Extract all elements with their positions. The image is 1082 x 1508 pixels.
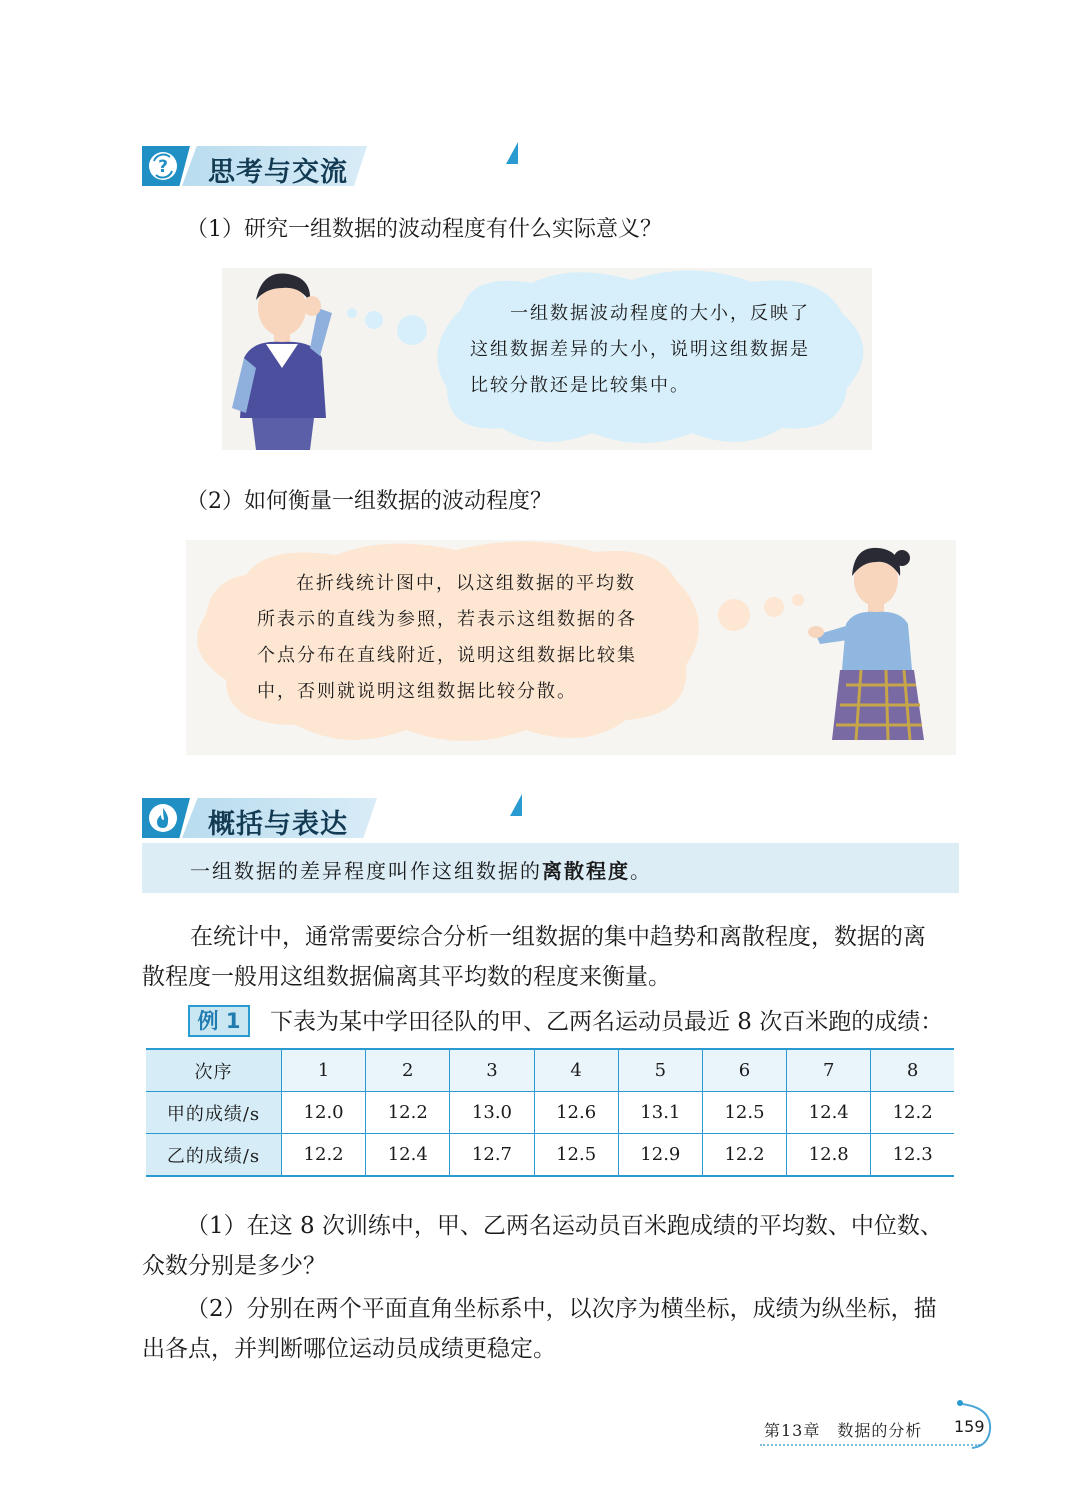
- table-cell: 12.5: [534, 1134, 618, 1177]
- chapter-label: 第13章 数据的分析: [764, 1421, 923, 1440]
- girl-bubble-line: 中，否则就说明这组数据比较分散。: [257, 681, 577, 702]
- sub-question-line: （1）在这 8 次训练中，甲、乙两名运动员百米跑成绩的平均数、中位数、: [186, 1213, 943, 1239]
- table-cell: 12.0: [282, 1092, 366, 1134]
- table-cell: 12.6: [534, 1092, 618, 1134]
- table-cell: 7: [787, 1049, 871, 1092]
- table-cell: 1: [282, 1049, 366, 1092]
- sub-question-line: （2）分别在两个平面直角坐标系中，以次序为横坐标，成绩为纵坐标，描: [186, 1296, 937, 1322]
- section-header-summary: [142, 798, 382, 838]
- table-cell: 12.5: [702, 1092, 786, 1134]
- table-cell: 5: [618, 1049, 702, 1092]
- table-cell: 2: [366, 1049, 450, 1092]
- table-cell: 6: [702, 1049, 786, 1092]
- sub-question-line: 众数分别是多少？: [142, 1253, 326, 1279]
- table-cell: 12.2: [366, 1092, 450, 1134]
- svg-text:?: ?: [158, 157, 168, 177]
- girl-bubble-line: 所表示的直线为参照，若表示这组数据的各: [257, 609, 637, 630]
- table-row: [146, 1092, 954, 1134]
- body-paragraph-line: 散程度一般用这组数据偏离其平均数的程度来衡量。: [142, 964, 671, 990]
- table-cell: 4: [534, 1049, 618, 1092]
- definition-suffix: 。: [630, 859, 652, 883]
- row-header: 乙的成绩/s: [146, 1134, 282, 1177]
- section-title: 思考与交流: [208, 157, 348, 188]
- boy-bubble-line: 这组数据差异的大小，说明这组数据是: [470, 339, 810, 360]
- table-cell: 12.9: [618, 1134, 702, 1177]
- table-cell: 12.2: [871, 1092, 954, 1134]
- table-cell: 12.7: [450, 1134, 534, 1177]
- example-tag: 例 1: [188, 1005, 250, 1037]
- page-corner-arc-icon: [952, 1398, 996, 1452]
- row-header: 甲的成绩/s: [146, 1092, 282, 1134]
- girl-bubble-line: 在折线统计图中，以这组数据的平均数: [296, 573, 636, 594]
- sub-question-line: 出各点，并判断哪位运动员成绩更稳定。: [142, 1336, 556, 1362]
- table-row: [146, 1049, 954, 1092]
- table-cell: 13.0: [450, 1092, 534, 1134]
- boy-bubble-line: 一组数据波动程度的大小，反映了: [510, 303, 810, 324]
- question-2: （2）如何衡量一组数据的波动程度？: [186, 489, 552, 514]
- boy-bubble-line: 比较分散还是比较集中。: [470, 375, 690, 396]
- table-cell: 3: [450, 1049, 534, 1092]
- row-header: 次序: [146, 1049, 282, 1092]
- table-cell: 12.2: [282, 1134, 366, 1177]
- table-cell: 12.4: [366, 1134, 450, 1177]
- flame-icon: [142, 798, 190, 838]
- page-number: 159: [954, 1417, 985, 1436]
- body-paragraph-line: 在统计中，通常需要综合分析一组数据的集中趋势和离散程度，数据的离: [190, 924, 926, 950]
- question-cycle-icon: [142, 146, 190, 186]
- example-intro: 下表为某中学田径队的甲、乙两名运动员最近 8 次百米跑的成绩：: [270, 1009, 944, 1035]
- table-cell: 13.1: [618, 1092, 702, 1134]
- footer-divider: [760, 1444, 980, 1446]
- table-cell: 12.3: [871, 1134, 954, 1177]
- table-cell: 12.2: [702, 1134, 786, 1177]
- section-title: 概括与表达: [208, 809, 348, 840]
- section-header-think: [142, 146, 382, 186]
- scores-table: [146, 1048, 954, 1177]
- definition-term: 离散程度: [542, 859, 630, 883]
- definition-prefix: 一组数据的差异程度叫作这组数据的: [190, 859, 542, 883]
- question-1: （1）研究一组数据的波动程度有什么实际意义？: [186, 217, 662, 242]
- girl-bubble-line: 个点分布在直线附近，说明这组数据比较集: [257, 645, 637, 666]
- table-cell: 12.4: [787, 1092, 871, 1134]
- table-row: [146, 1134, 954, 1177]
- table-cell: 12.8: [787, 1134, 871, 1177]
- table-cell: 8: [871, 1049, 954, 1092]
- definition-text: [190, 855, 652, 884]
